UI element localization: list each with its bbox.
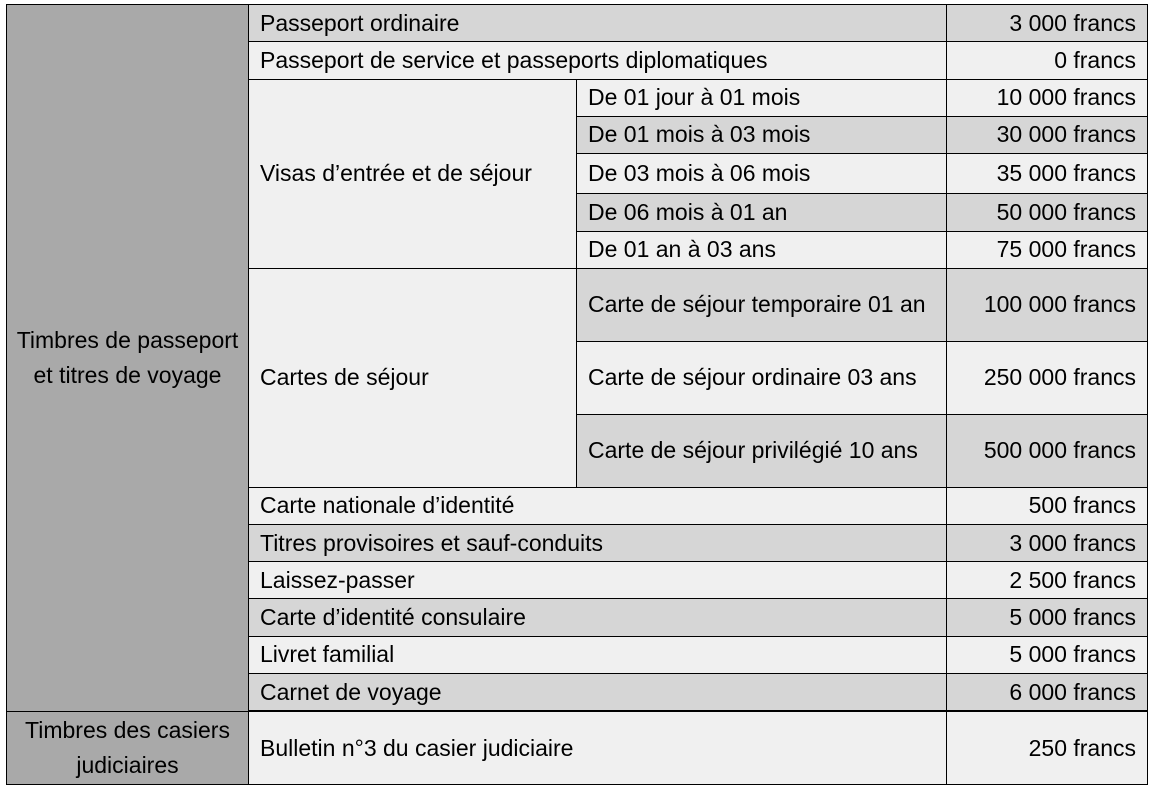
category-judicial: Timbres des casiers judiciaires (7, 712, 249, 785)
group-label-visas: Visas d’entrée et de séjour (249, 79, 577, 268)
row-price: 5 000 francs (947, 636, 1148, 673)
row-price: 75 000 francs (947, 231, 1148, 268)
row-price: 2 500 francs (947, 562, 1148, 599)
row-price: 500 francs (947, 487, 1148, 524)
row-label: Carte de séjour privilégié 10 ans (577, 415, 947, 488)
row-label: De 01 mois à 03 mois (577, 116, 947, 153)
row-price: 35 000 francs (947, 154, 1148, 194)
row-price: 6 000 francs (947, 674, 1148, 711)
row-label: Passeport ordinaire (249, 5, 947, 42)
table-row (7, 5, 1148, 42)
row-label: De 06 mois à 01 an (577, 194, 947, 231)
row-label: Carte nationale d’identité (249, 487, 947, 524)
row-label: Carte de séjour ordinaire 03 ans (577, 341, 947, 415)
group-label-cartes-sejour: Cartes de séjour (249, 268, 577, 487)
row-label: De 01 jour à 01 mois (577, 79, 947, 116)
row-label: Passeport de service et passeports diplomatiques (249, 42, 947, 79)
row-label: De 01 an à 03 ans (577, 231, 947, 268)
row-price: 3 000 francs (947, 5, 1148, 42)
row-label: De 03 mois à 06 mois (577, 154, 947, 194)
row-price: 0 francs (947, 42, 1148, 79)
row-price: 500 000 francs (947, 415, 1148, 488)
row-label: Titres provisoires et sauf-conduits (249, 524, 947, 561)
row-price: 250 francs (947, 712, 1148, 785)
row-price: 50 000 francs (947, 194, 1148, 231)
row-price: 30 000 francs (947, 116, 1148, 153)
row-price: 3 000 francs (947, 524, 1148, 561)
row-label: Livret familial (249, 636, 947, 673)
row-label: Carte d’identité consulaire (249, 599, 947, 636)
row-label: Carnet de voyage (249, 674, 947, 711)
fee-table (6, 4, 1148, 785)
row-price: 100 000 francs (947, 268, 1148, 341)
category-passport: Timbres de passeport et titres de voyage (7, 5, 249, 712)
row-price: 250 000 francs (947, 341, 1148, 415)
row-label: Carte de séjour temporaire 01 an (577, 268, 947, 341)
table-row (7, 712, 1148, 785)
row-label: Laissez-passer (249, 562, 947, 599)
row-label: Bulletin n°3 du casier judiciaire (249, 712, 947, 785)
row-price: 5 000 francs (947, 599, 1148, 636)
row-price: 10 000 francs (947, 79, 1148, 116)
